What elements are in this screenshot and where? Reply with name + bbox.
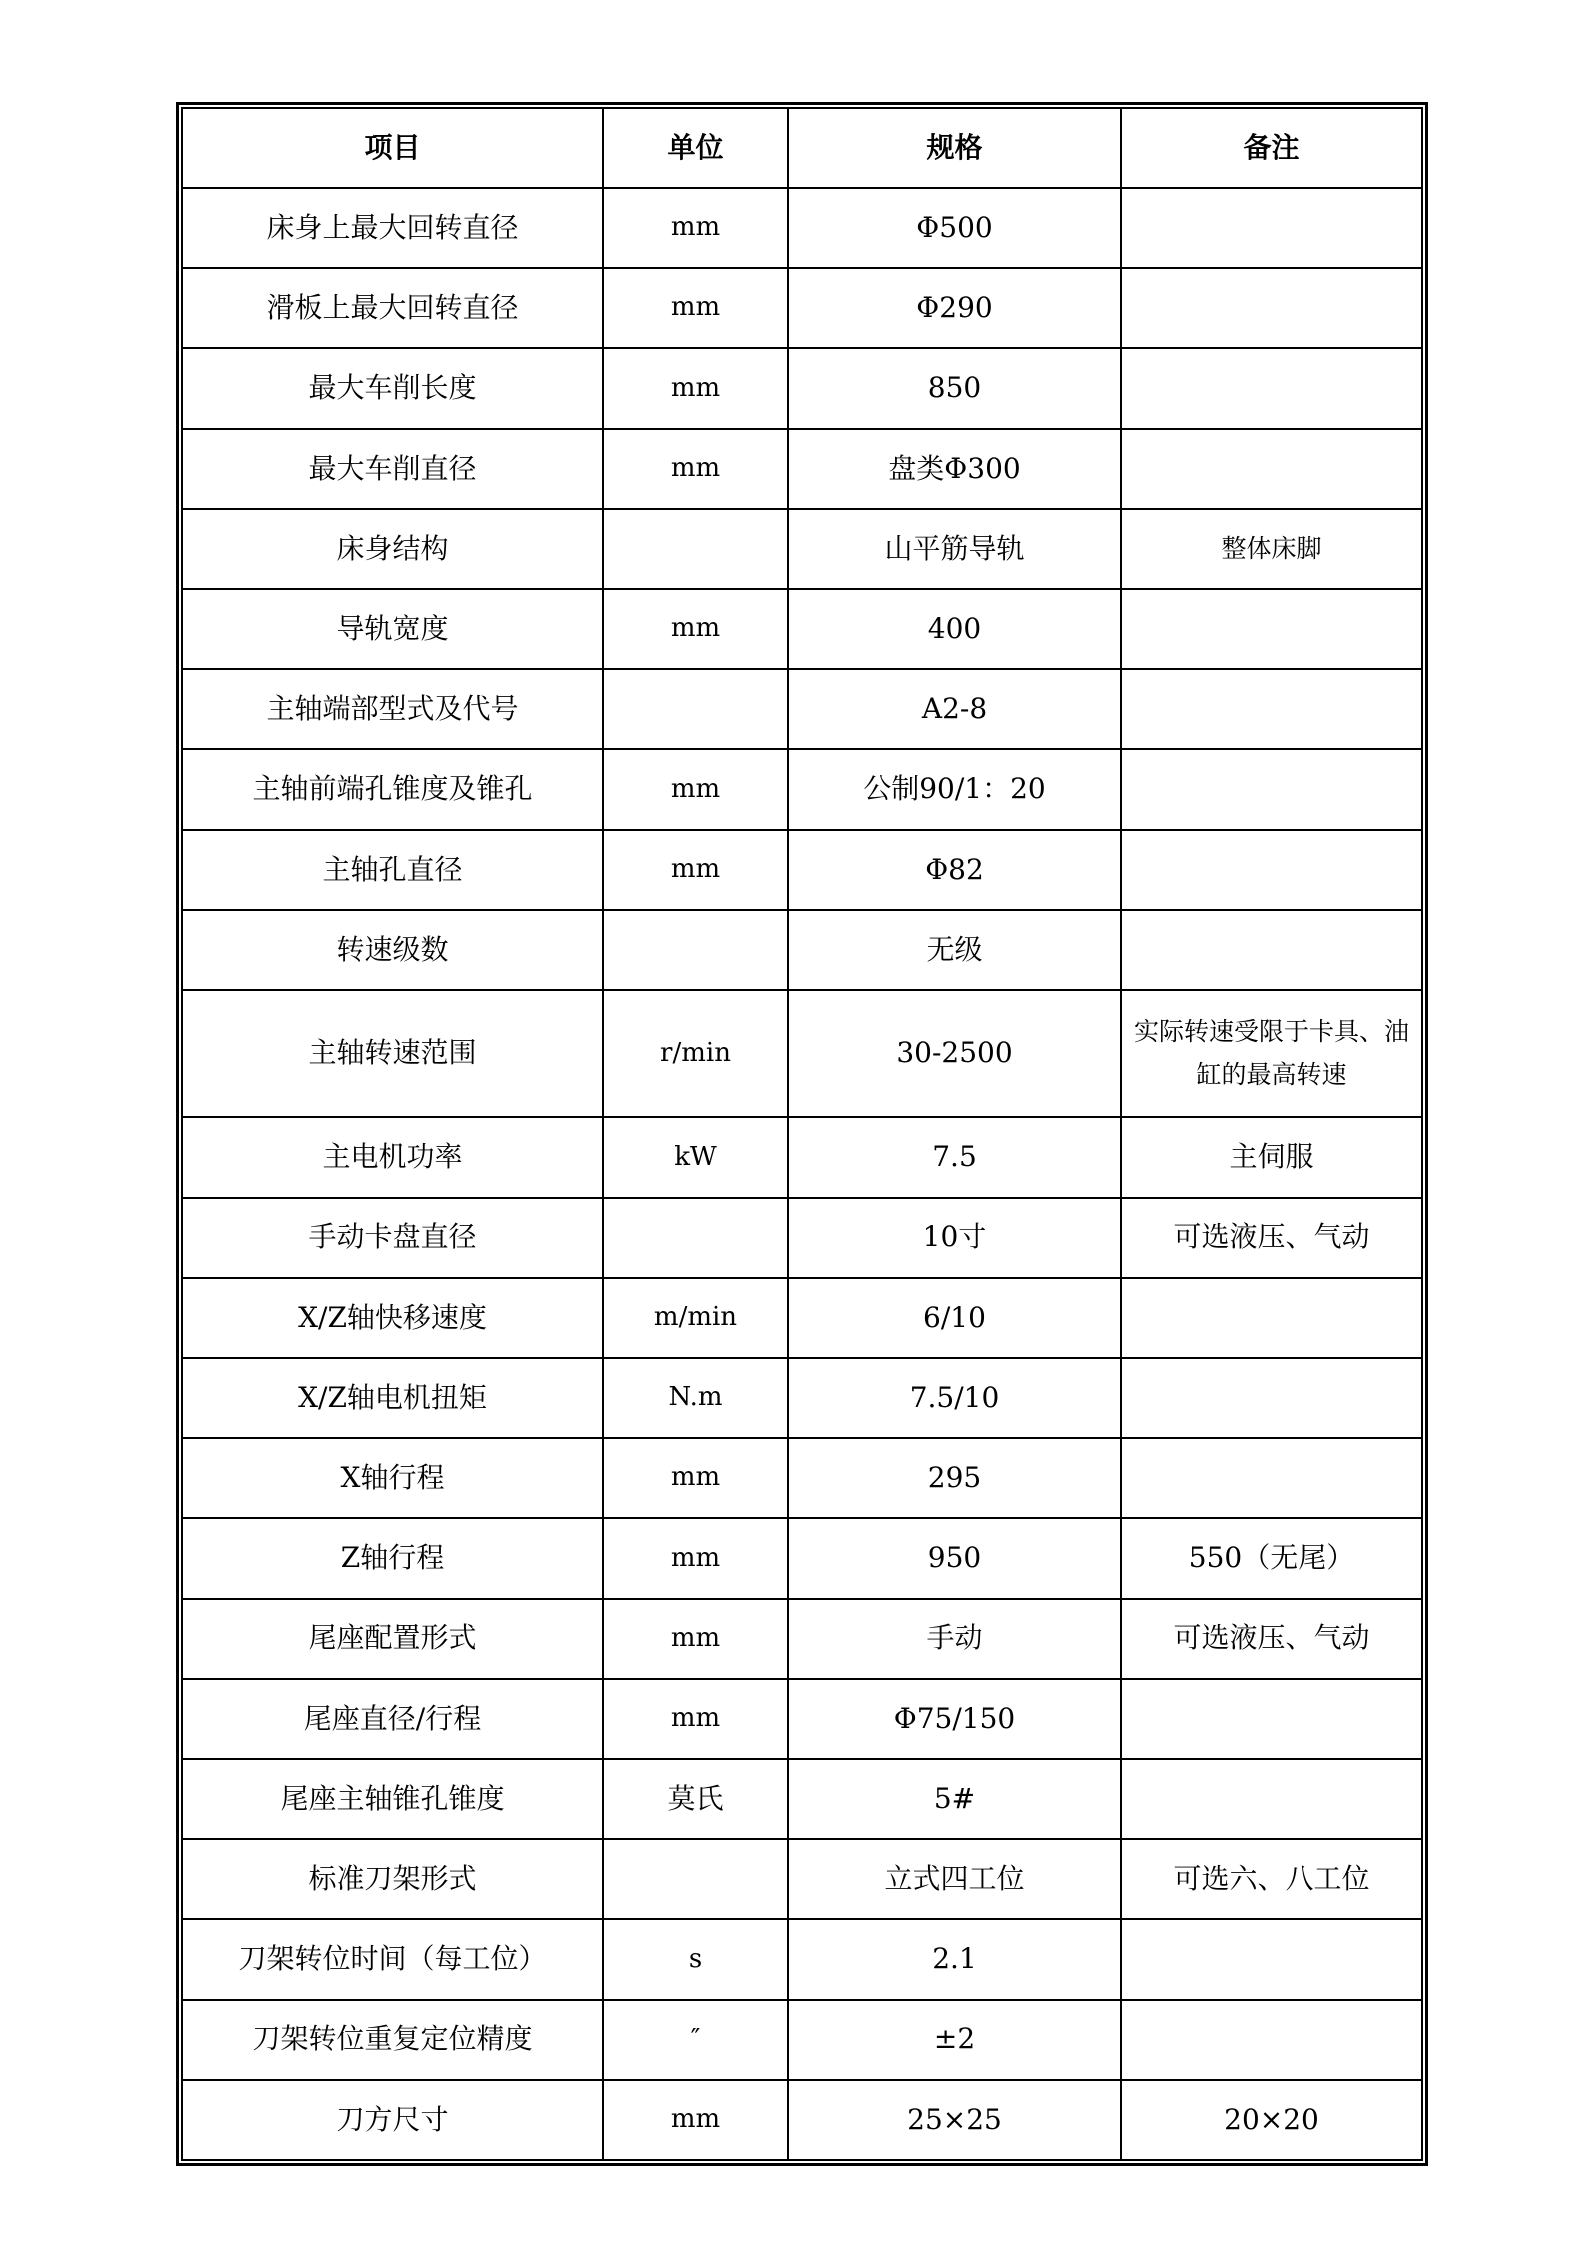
cell-unit: r/min xyxy=(603,990,788,1117)
table-row xyxy=(182,348,1422,428)
cell-item: 手动卡盘直径 xyxy=(182,1198,603,1278)
cell-spec: 盘类Φ300 xyxy=(788,429,1121,509)
cell-note xyxy=(1121,1438,1422,1518)
cell-note: 可选液压、气动 xyxy=(1121,1198,1422,1278)
cell-note xyxy=(1121,2000,1422,2080)
cell-unit: mm xyxy=(603,348,788,428)
header-note: 备注 xyxy=(1121,108,1422,188)
table-row xyxy=(182,1117,1422,1197)
table-row xyxy=(182,830,1422,910)
table-row xyxy=(182,268,1422,348)
header-spec: 规格 xyxy=(788,108,1121,188)
cell-item: 最大车削直径 xyxy=(182,429,603,509)
cell-note: 20×20 xyxy=(1121,2080,1422,2160)
cell-unit: mm xyxy=(603,1438,788,1518)
cell-item: 主轴孔直径 xyxy=(182,830,603,910)
cell-spec: 30-2500 xyxy=(788,990,1121,1117)
cell-spec: 公制90/1：20 xyxy=(788,749,1121,829)
cell-spec: 6/10 xyxy=(788,1278,1121,1358)
cell-unit xyxy=(603,910,788,990)
header-row xyxy=(182,108,1422,188)
cell-spec: 5# xyxy=(788,1759,1121,1839)
cell-unit: s xyxy=(603,1919,788,1999)
cell-note xyxy=(1121,348,1422,428)
cell-note xyxy=(1121,1759,1422,1839)
table-row xyxy=(182,1759,1422,1839)
cell-note: 可选六、八工位 xyxy=(1121,1839,1422,1919)
cell-unit: kW xyxy=(603,1117,788,1197)
table-row xyxy=(182,1358,1422,1438)
cell-item: 最大车削长度 xyxy=(182,348,603,428)
table-row xyxy=(182,2000,1422,2080)
cell-item: X/Z轴电机扭矩 xyxy=(182,1358,603,1438)
cell-unit: N.m xyxy=(603,1358,788,1438)
cell-spec: 7.5/10 xyxy=(788,1358,1121,1438)
table-row xyxy=(182,429,1422,509)
table-row xyxy=(182,1518,1422,1598)
cell-unit: mm xyxy=(603,589,788,669)
table-row xyxy=(182,509,1422,589)
cell-note xyxy=(1121,589,1422,669)
cell-item: 刀方尺寸 xyxy=(182,2080,603,2160)
cell-note xyxy=(1121,669,1422,749)
cell-spec: 25×25 xyxy=(788,2080,1121,2160)
cell-spec: 7.5 xyxy=(788,1117,1121,1197)
cell-spec: ±2 xyxy=(788,2000,1121,2080)
cell-item: 床身结构 xyxy=(182,509,603,589)
cell-unit xyxy=(603,1198,788,1278)
table-row xyxy=(182,1919,1422,1999)
cell-note xyxy=(1121,1278,1422,1358)
cell-note xyxy=(1121,268,1422,348)
cell-unit: mm xyxy=(603,429,788,509)
table-row xyxy=(182,2080,1422,2160)
cell-item: 导轨宽度 xyxy=(182,589,603,669)
table-row xyxy=(182,1599,1422,1679)
cell-unit: ″ xyxy=(603,2000,788,2080)
cell-spec: Φ500 xyxy=(788,188,1121,268)
cell-item: 尾座配置形式 xyxy=(182,1599,603,1679)
cell-spec: 无级 xyxy=(788,910,1121,990)
cell-note xyxy=(1121,188,1422,268)
cell-unit: m/min xyxy=(603,1278,788,1358)
table-row xyxy=(182,990,1422,1117)
cell-item: 主电机功率 xyxy=(182,1117,603,1197)
spec-table xyxy=(181,107,1423,2161)
cell-item: 标准刀架形式 xyxy=(182,1839,603,1919)
cell-spec: A2-8 xyxy=(788,669,1121,749)
cell-unit: mm xyxy=(603,1679,788,1759)
cell-unit xyxy=(603,669,788,749)
table-row xyxy=(182,1679,1422,1759)
cell-item: Z轴行程 xyxy=(182,1518,603,1598)
table-row xyxy=(182,1839,1422,1919)
table-row xyxy=(182,1438,1422,1518)
cell-note: 整体床脚 xyxy=(1121,509,1422,589)
table-row xyxy=(182,749,1422,829)
cell-unit xyxy=(603,1839,788,1919)
cell-note: 550（无尾） xyxy=(1121,1518,1422,1598)
cell-item: 刀架转位重复定位精度 xyxy=(182,2000,603,2080)
cell-note xyxy=(1121,1358,1422,1438)
cell-note: 主伺服 xyxy=(1121,1117,1422,1197)
cell-note xyxy=(1121,910,1422,990)
cell-spec: 850 xyxy=(788,348,1121,428)
cell-item: X/Z轴快移速度 xyxy=(182,1278,603,1358)
cell-note xyxy=(1121,1679,1422,1759)
cell-spec: 295 xyxy=(788,1438,1121,1518)
cell-spec: Φ82 xyxy=(788,830,1121,910)
cell-unit: 莫氏 xyxy=(603,1759,788,1839)
header-unit: 单位 xyxy=(603,108,788,188)
cell-unit: mm xyxy=(603,2080,788,2160)
cell-spec: 2.1 xyxy=(788,1919,1121,1999)
cell-spec: Φ290 xyxy=(788,268,1121,348)
cell-note xyxy=(1121,830,1422,910)
cell-unit: mm xyxy=(603,268,788,348)
table-row xyxy=(182,1278,1422,1358)
cell-unit: mm xyxy=(603,749,788,829)
cell-spec: 400 xyxy=(788,589,1121,669)
cell-spec: 10寸 xyxy=(788,1198,1121,1278)
cell-spec: 立式四工位 xyxy=(788,1839,1121,1919)
cell-note: 可选液压、气动 xyxy=(1121,1599,1422,1679)
cell-unit: mm xyxy=(603,1599,788,1679)
table-row xyxy=(182,589,1422,669)
cell-spec: 手动 xyxy=(788,1599,1121,1679)
cell-item: 主轴端部型式及代号 xyxy=(182,669,603,749)
cell-note xyxy=(1121,429,1422,509)
cell-item: 滑板上最大回转直径 xyxy=(182,268,603,348)
cell-spec: 950 xyxy=(788,1518,1121,1598)
cell-spec: Φ75/150 xyxy=(788,1679,1121,1759)
cell-item: 刀架转位时间（每工位） xyxy=(182,1919,603,1999)
table-row xyxy=(182,910,1422,990)
cell-item: X轴行程 xyxy=(182,1438,603,1518)
cell-item: 转速级数 xyxy=(182,910,603,990)
table-row xyxy=(182,1198,1422,1278)
cell-item: 尾座主轴锥孔锥度 xyxy=(182,1759,603,1839)
cell-item: 主轴前端孔锥度及锥孔 xyxy=(182,749,603,829)
spec-table-frame xyxy=(176,102,1428,2166)
header-item: 项目 xyxy=(182,108,603,188)
cell-note xyxy=(1121,749,1422,829)
cell-item: 尾座直径/行程 xyxy=(182,1679,603,1759)
cell-note: 实际转速受限于卡具、油缸的最高转速 xyxy=(1121,990,1422,1117)
table-row xyxy=(182,669,1422,749)
cell-item: 床身上最大回转直径 xyxy=(182,188,603,268)
cell-unit: mm xyxy=(603,830,788,910)
cell-item: 主轴转速范围 xyxy=(182,990,603,1117)
cell-spec: 山平筋导轨 xyxy=(788,509,1121,589)
cell-unit: mm xyxy=(603,188,788,268)
table-row xyxy=(182,188,1422,268)
cell-unit: mm xyxy=(603,1518,788,1598)
cell-unit xyxy=(603,509,788,589)
cell-note xyxy=(1121,1919,1422,1999)
